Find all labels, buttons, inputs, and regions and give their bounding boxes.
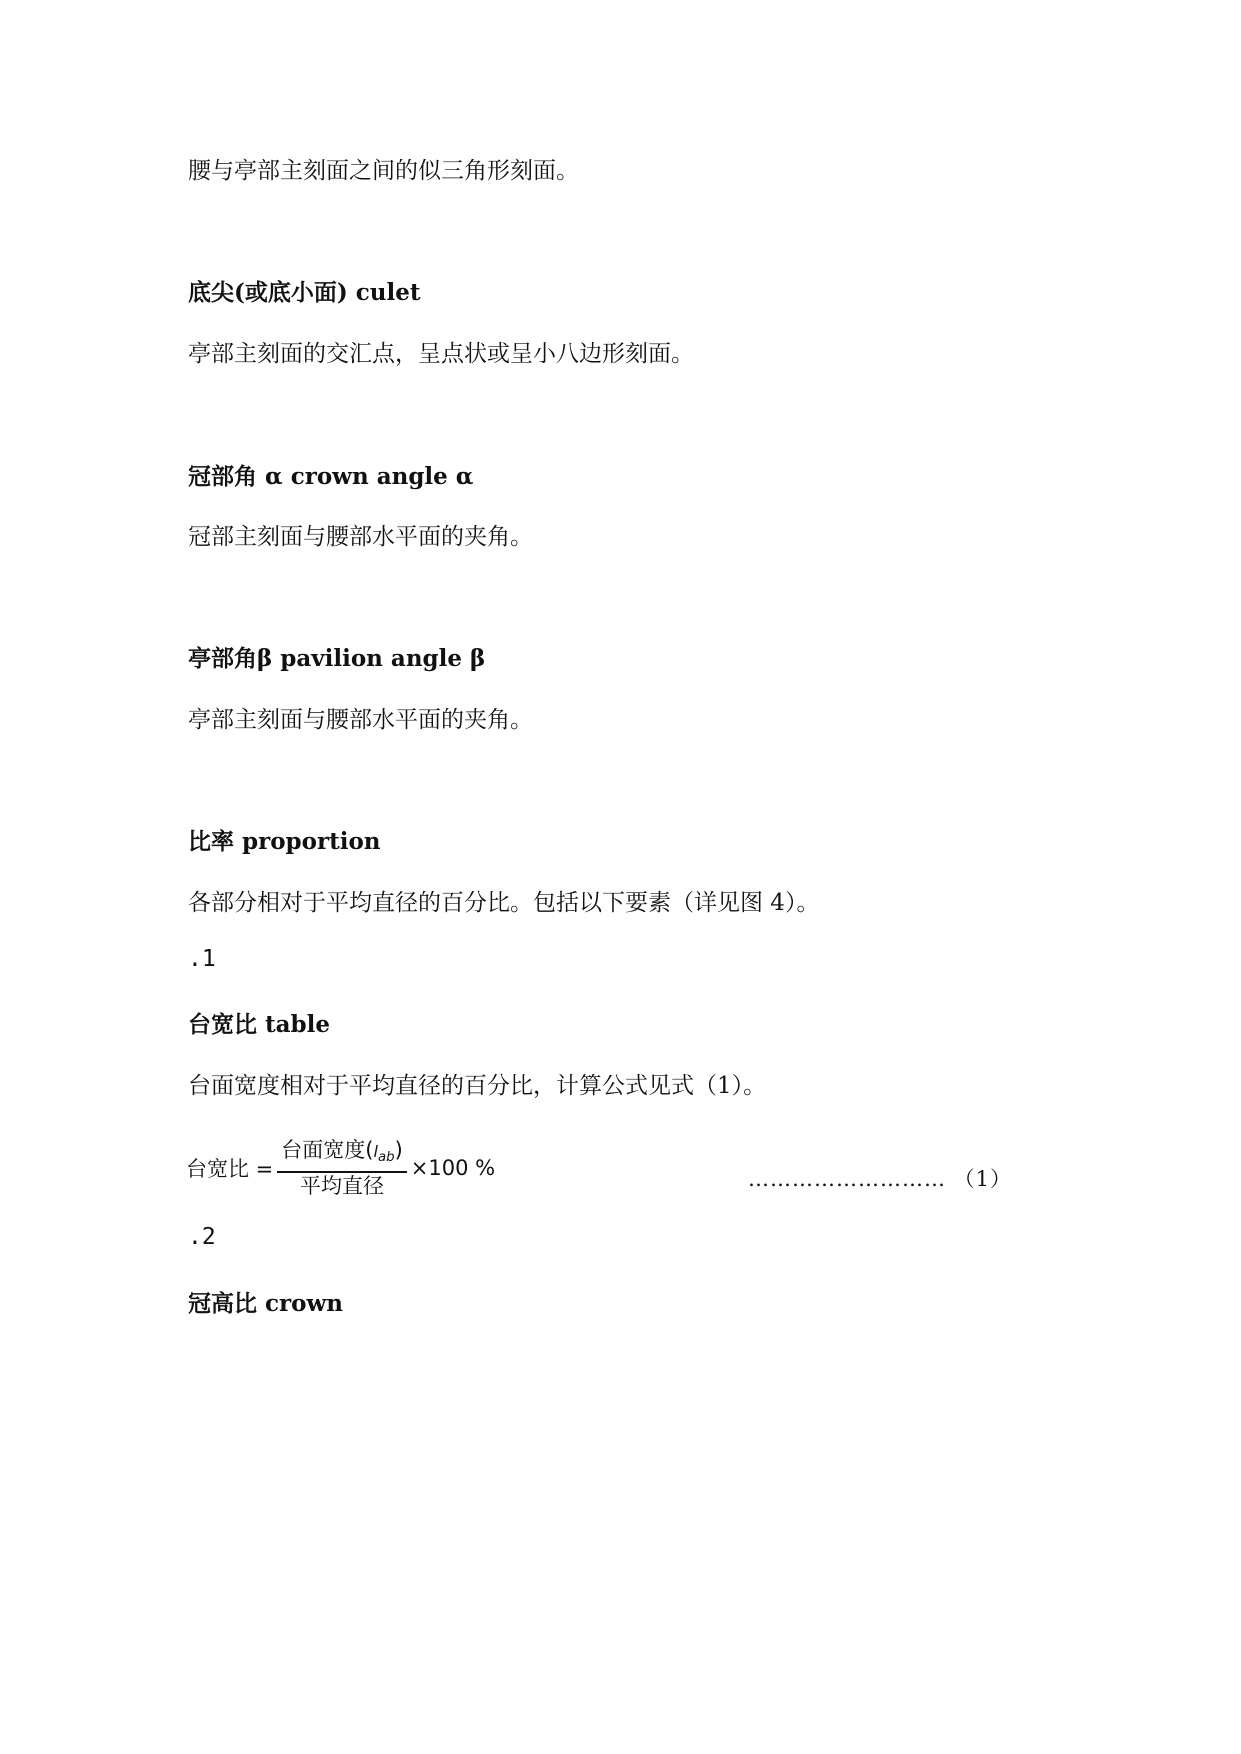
formula-numerator-text: 台面宽度( bbox=[281, 1137, 374, 1162]
formula-lhs: 台宽比 = bbox=[186, 1157, 274, 1181]
formula-numerator-close: ) bbox=[394, 1137, 403, 1162]
formula-fraction bbox=[277, 1138, 407, 1198]
formula-var-l: l bbox=[373, 1141, 378, 1161]
paragraph: 台面宽度相对于平均直径的百分比，计算公式见式（1）。 bbox=[188, 1073, 767, 1099]
formula-equation-number: ……………………… （1） bbox=[748, 1167, 1013, 1191]
formula-numerator-var bbox=[373, 1141, 395, 1166]
formula-denominator: 平均直径 bbox=[300, 1174, 385, 1199]
formula-multiplier: ×100 % bbox=[410, 1156, 496, 1180]
term-heading-crown-angle: 冠部角 α crown angle α bbox=[188, 463, 474, 490]
term-heading-proportion: 比率 proportion bbox=[188, 828, 381, 855]
term-heading-crown: 冠高比 crown bbox=[188, 1290, 343, 1317]
term-heading-culet: 底尖(或底小面) culet bbox=[188, 279, 421, 306]
term-heading-pavilion-angle: 亭部角β pavilion angle β bbox=[188, 645, 486, 672]
formula-numerator bbox=[277, 1138, 407, 1173]
clause-number: .2 bbox=[188, 1224, 216, 1250]
term-heading-table: 台宽比 table bbox=[188, 1011, 330, 1038]
paragraph: 冠部主刻面与腰部水平面的夹角。 bbox=[188, 524, 533, 550]
clause-number: .1 bbox=[188, 946, 216, 972]
formula-var-sub: ab bbox=[377, 1150, 395, 1166]
paragraph: 亭部主刻面与腰部水平面的夹角。 bbox=[188, 707, 533, 733]
paragraph: 各部分相对于平均直径的百分比。包括以下要素（详见图 4）。 bbox=[188, 890, 820, 916]
paragraph: 腰与亭部主刻面之间的似三角形刻面。 bbox=[188, 158, 579, 184]
formula-table-ratio bbox=[186, 1137, 558, 1199]
paragraph: 亭部主刻面的交汇点，呈点状或呈小八边形刻面。 bbox=[188, 341, 694, 367]
